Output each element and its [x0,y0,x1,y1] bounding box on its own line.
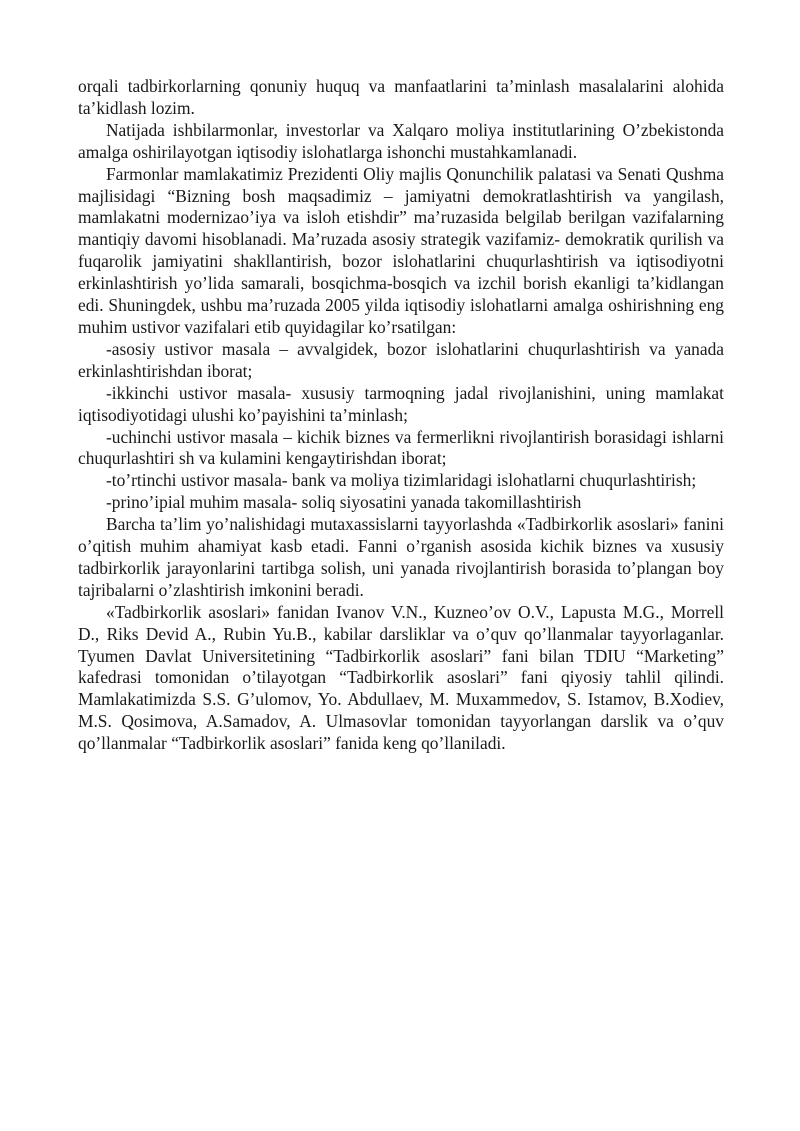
list-item-priority-2: -ikkinchi ustivor masala- xususiy tarmoqning jadal rivojlanishini, uning mamlakat iqtisodiyotidagi ulushi ko’payishini ta’minlash; [78,382,724,425]
list-item-priority-3: -uchinchi ustivor masala – kichik biznes va fermerlikni rivojlantirish borasidagi ishlarni chuqurlashtiri sh va kulamini kengaytirishdan iborat; [78,426,724,469]
list-item-priority-4: -to’rtinchi ustivor masala- bank va moliya tizimlaridagi islohatlarni chuqurlashtirish; [106,470,697,491]
paragraph-investor-confidence: Natijada ishbilarmonlar, investorlar va Xalqaro moliya institutlarining O’zbekistonda amalga oshirilayotgan iqtisodiy islohatlarga ishonchi mustahkamlanadi. [78,119,724,162]
list-item-priority-5: -prino’ipial muhim masala- soliq siyosatini yanada takomillashtirish [106,492,582,513]
paragraph-course-importance: Barcha ta’lim yo’nalishidagi mutaxassislarni tayyorlashda «Tadbirkorlik asoslari» fanini o’qitish muhim ahamiyat kasb etadi. Fanni o’rganish asosida kichik biznes va xususiy tadbirkorlik jarayonlarini tartibga solish, uni yanada rivojlantirish borasida to’plangan boy tajribalarni o’zlashtirish imkonini beradi. [78,514,724,600]
paragraph-continuation: orqali tadbirkorlarning qonuniy huquq va manfaatlarini ta’minlash masalalarini alohida ta’kidlash lozim. [78,76,724,118]
list-item-priority-1: -asosiy ustivor masala – avvalgidek, bozor islohatlarini chuqurlashtirish va yanada erkinlashtirishdan iborat; [78,338,724,381]
paragraph-presidential-report: Farmonlar mamlakatimiz Prezidenti Oliy majlis Qonunchilik palatasi va Senati Qushma majlisidagi “Bizning bosh maqsadimiz – jamiyatni demokratlashtirish va yangilash, mamlakatni modernizao’iya va isloh etishdir” ma’ruzasida belgilab berilgan vazifalarning mantiqiy davomi hisoblanadi. Ma’ruzada asosiy strategik vazifamiz- demokratik qurilish va fuqarolik jamiyatini shakllantirish, bozor islohatlarini chuqurlashtirish va iqtisodiyotni erkinlashtirish yo’lida samarali, bosqichma-bosqich va izchil borish ekanligi ta’kidlangan edi. Shuningdek, ushbu ma’ruzada 2005 yilda iqtisodiy islohatlarni amalga oshirishning eng muhim ustivor vazifalari etib quyidagilar ko’rsatilgan: [78,163,724,337]
paragraph-textbooks: «Tadbirkorlik asoslari» fanidan Ivanov V.N., Kuzneo’ov O.V., Lapusta M.G., Morrell D., Riks Devid A., Rubin Yu.B., kabilar darsliklar va o’quv qo’llanmalar tayyorlaganlar. Tyumen Davlat Universitetining “Tadbirkorlik asoslari” fani bilan TDIU “Marketing” kafedrasi tomonidan o’tilayotgan “Tadbirkorlik asoslari” fani qiyosiy tahlil qilindi. Mamlakatimizda S.S. G’ulomov, Yo. Abdullaev, M. Muxammedov, S. Istamov, B.Xodiev, M.S. Qosimova, A.Samadov, A. Ulmasovlar tomonidan tayyorlangan darslik va o’quv qo’llanmalar “Tadbirkorlik asoslari” fanida keng qo’llaniladi. [78,601,724,754]
document-page [78,76,724,755]
